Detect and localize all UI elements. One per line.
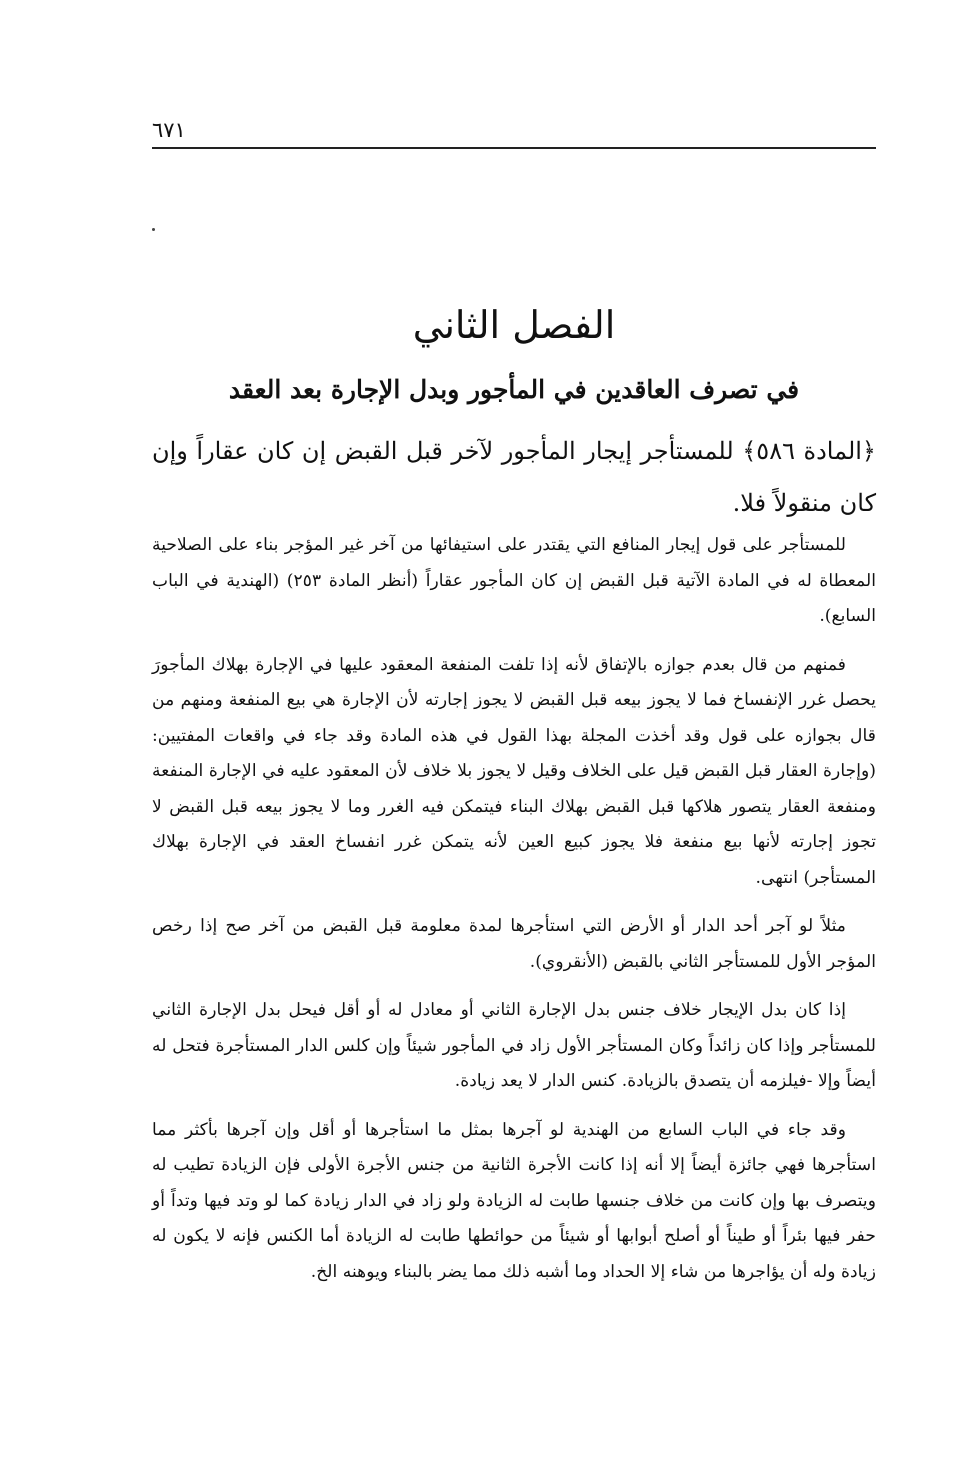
page-number: ٦٧١ xyxy=(152,118,186,142)
header-divider xyxy=(152,147,876,149)
chapter-title: الفصل الثاني xyxy=(412,303,616,347)
commentary-body xyxy=(152,528,876,1303)
paragraph-3: مثلاً لو آجر أحد الدار أو الأرض التي استأجرها لمدة معلومة قبل القبض من آخر صح إذا رخص المؤجر الأول للمستأجر الثاني بالقبض (الأنقروي). xyxy=(152,916,876,972)
chapter-subtitle: في تصرف العاقدين في المأجور وبدل الإجارة بعد العقد xyxy=(228,375,800,404)
article-586: ﴿المادة ٥٨٦﴾ للمستأجر إيجار المأجور لآخر قبل القبض إن كان عقاراً وإن كان منقولاً فلا. xyxy=(152,437,876,517)
paragraph-5: وقد جاء في الباب السابع من الهندية لو آجرها بمثل ما استأجرها أو أقل وإن آجرها بأكثر مما استأجرها فهي جائزة أيضاً إلا أنه إذا كانت الأجرة الثانية من جنس الأجرة الأولى فإن الزيادة تطيب له ويتصرف بها وإن كانت من خلاف جنسها طابت له الزيادة ولو زاد في الدار زيادة كما لو وتد فيها وتداً أو حفر فيها بئراً أو طيناً أو أصلح أبوابها أو شيئاً من حوائطها طابت له الزيادة أما الكنس فإنه لا يكون له زيادة وله أن يؤاجرها من شاء إلا الحداد وما أشبه ذلك مما يضر بالبناء ويوهنه الخ. xyxy=(152,1119,877,1282)
paragraph-2: فمنهم من قال بعدم جوازه بالإتفاق لأنه إذا تلفت المنفعة المعقود عليها في الإجارة بهلاك المأجورَ يحصل غرر الإنفساخ فما لا يجوز بيعه قبل القبض لا يجوز إجارته لأن الإجارة هي بيع المنفعة ومنهم من قال بجوازه على قول وقد أخذت المجلة بهذا القول في هذه المادة وقد جاء في واقعات المفتيين: (وإجارة العقار قبل القبض قيل على الخلاف وقيل لا يجوز بلا خلاف لأن المعقود عليه في الإجارة المنفعة ومنفعة العقار يتصور هلاكها قبل القبض بهلاك البناء فيتمكن فيه الغرر وما لا يجوز بيعه قبل القبض لا تجوز إجارته لأنها بيع منفعة فلا يجوز كبيع العين لأنه يتمكن غرر انفساخ العقد في الإجارة بهلاك المستأجر) انتهى. xyxy=(152,654,876,888)
paragraph-4: إذا كان بدل الإيجار خلاف جنس بدل الإجارة الثاني أو معادل له أو أقل فيحل بدل الإجارة الثاني للمستأجر وإذا كان زائداً وكان المستأجر الأول زاد في المأجور شيئاً وإن كلس الدار المستأجرة فتحل له أيضاً وإلا ‐فيلزمه أن يتصدق بالزيادة. كنس الدار لا يعد زيادة. xyxy=(152,1000,876,1091)
stray-mark xyxy=(152,228,155,231)
paragraph-1: للمستأجر على قول إيجار المنافع التي يقتدر على استيفائها من آخر غير المؤجر بناء على الصلاحية المعطاة له في المادة الآتية قبل القبض إن كان المأجور عقاراً (أنظر المادة ٢٥٣) (الهندية في الباب السابع). xyxy=(152,535,876,626)
